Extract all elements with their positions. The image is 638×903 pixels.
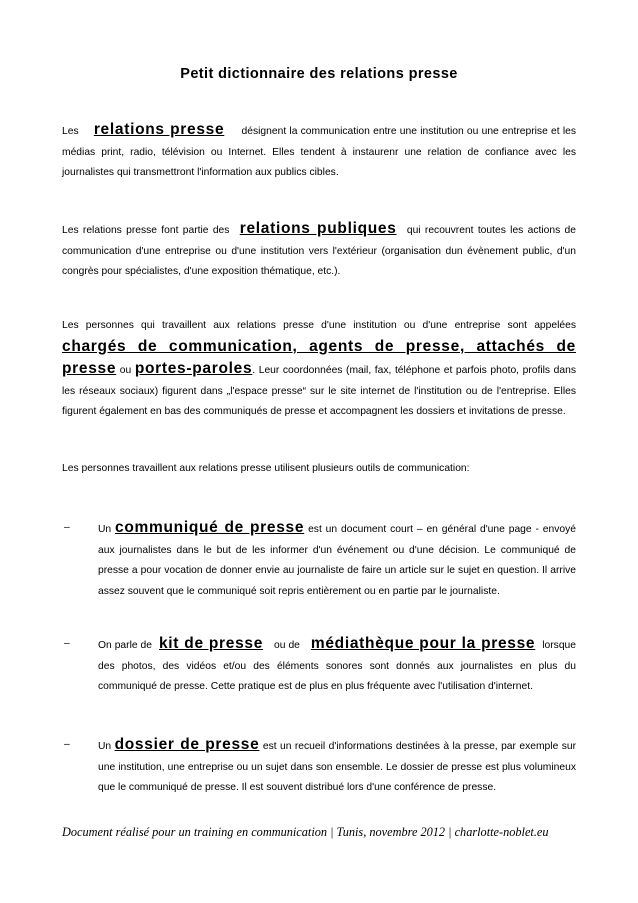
paragraph-personnes (62, 316, 576, 423)
text: Un (98, 524, 116, 535)
document-title: Petit dictionnaire des relations presse (180, 66, 458, 82)
text: Les relations presse font partie des (62, 225, 234, 236)
text: Un (98, 741, 115, 752)
bullet-dash: – (64, 739, 70, 750)
paragraph-outils: Les personnes travaillent aux relations presse utilisent plusieurs outils de communication: (62, 463, 470, 474)
text: désignent la communication entre une institution ou une entreprise et les médias print, radio, télévision ou Internet. Elles tendent à instaurenr une relation de confiance avec les journalistes qui transmettront l'information aux publics cibles. (62, 126, 576, 178)
text: Les (62, 126, 82, 137)
list-item-communique (62, 518, 576, 602)
text: ou (116, 365, 135, 376)
keyword-relations-publiques: relations publiques (239, 220, 397, 237)
keyword-dossier-de-presse: dossier de presse (114, 736, 260, 753)
keyword-communique-de-presse: communiqué de presse (115, 519, 305, 536)
keyword-mediatheque: médiathèque pour la presse (310, 635, 536, 652)
text: qui recouvrent toutes les actions de communication d'une entreprise ou d'une institution vers l'extérieur (organisation dun évènement public, d'un congrès pour spécialistes, d'une exposition thématique, etc.). (62, 225, 576, 277)
paragraph-relations-publiques (62, 219, 576, 283)
keyword-kit-de-presse: kit de presse (158, 635, 264, 652)
keyword-charges-de-communication: chargés de communication, agents de presse, attachés de presse (62, 337, 576, 377)
list-item-dossier-de-presse (62, 735, 576, 799)
page-footer: Document réalisé pour un training en communication | Tunis, novembre 2012 | charlotte-noblet.eu (62, 825, 549, 839)
paragraph-relations-presse (62, 120, 576, 184)
text: est un document court – en général d'une page - envoyé aux journalistes dans le but de les informer d'un événement ou d'une décision. Le communiqué de presse a pour vocation de donner envie au journaliste de faire un article sur le sujet en question. Il arrive assez souvent que le communiqué soit repris entièrement ou en partie par le journaliste. (98, 524, 576, 597)
list-item-kit-de-presse (62, 634, 576, 698)
keyword-portes-paroles: portes-paroles (134, 360, 253, 377)
bullet-dash: – (64, 522, 70, 533)
text: . Leur coordonnées (mail, fax, téléphone et parfois photo, profils dans les réseaux sociaux) figurent dans „l'espace presse“ sur le site internet de l'institution ou de l'entreprise. Elles figurent également en bas des communiqués de presse et accompagnent les dossiers et invitations de presse. (62, 365, 576, 417)
text: On parle de (98, 640, 155, 651)
text: est un recueil d'informations destinées à la presse, par exemple sur une institution, une entreprise ou un sujet dans son ensemble. Le dossier de presse est plus volumineux que le communiqué de presse. Il est souvent distribué lors d'une conférence de presse. (98, 741, 577, 793)
text: lorsque des photos, des vidéos et/ou des éléments sonores sont donnés aux journalistes en plus du communiqué de presse. Cette pratique est de plus en plus fréquente avec l'utilisation d'internet. (98, 640, 577, 692)
text: Les personnes qui travaillent aux relations presse d'une institution ou d'une entreprise sont appelées (62, 320, 576, 331)
bullet-dash: – (64, 638, 70, 649)
text: ou de (271, 640, 303, 651)
keyword-relations-presse: relations presse (93, 121, 225, 138)
